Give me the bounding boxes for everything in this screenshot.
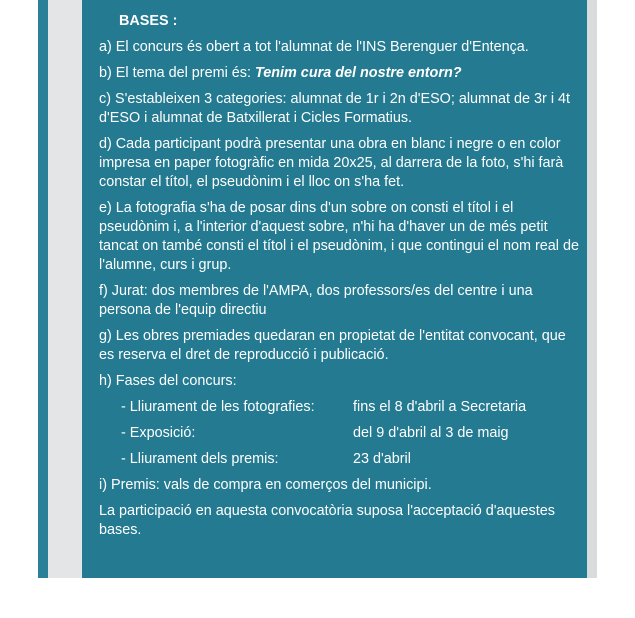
rule-i: i) Premis: vals de compra en comerços del municipi. <box>99 477 432 493</box>
contest-theme: Tenim cura del nostre entorn? <box>254 65 462 81</box>
closing-note: La participació en aquesta convocatòria suposa l'acceptació d'aquestes bases. <box>99 503 555 538</box>
phase-label: - Lliurament de les fotografies: <box>121 399 315 415</box>
rule-g: g) Les obres premiades quedaran en propietat de l'entitat convocant, que es reserva el dret de reproducció i publicació. <box>99 328 566 363</box>
bases-panel <box>82 0 587 578</box>
rule-a: a) El concurs és obert a tot l'alumnat de l'INS Berenguer d'Entença. <box>99 39 529 55</box>
phase-row <box>99 450 581 469</box>
phase-row <box>99 398 581 417</box>
left-margin-band <box>48 0 82 578</box>
phase-label: - Lliurament dels premis: <box>121 451 279 467</box>
rule-b <box>99 64 581 83</box>
phase-value: 23 d'abril <box>353 451 411 467</box>
phase-value: del 9 d'abril al 3 de maig <box>353 425 509 441</box>
rule-d: d) Cada participant podrà presentar una obra en blanc i negre o en color impresa en paper fotogràfic en mida 20x25, al darrera de la foto, s'hi farà constar el títol, el pseudònim i el lloc on s'ha fet. <box>99 136 564 190</box>
right-margin-band <box>587 0 597 578</box>
rule-b-text: b) El tema del premi és: <box>99 65 255 81</box>
phase-value: fins el 8 d'abril a Secretaria <box>353 399 527 415</box>
phase-row <box>99 424 581 443</box>
left-accent-stripe <box>38 0 48 578</box>
phase-label: - Exposició: <box>121 425 196 441</box>
rule-h: h) Fases del concurs: <box>99 373 237 389</box>
section-title: BASES : <box>119 13 178 29</box>
rule-f: f) Jurat: dos membres de l'AMPA, dos professors/es del centre i una persona de l'equip directiu <box>99 283 533 318</box>
rule-e: e) La fotografia s'ha de posar dins d'un sobre on consti el títol i el pseudònim i, a l'interior d'aquest sobre, n'hi ha d'haver un de més petit tancat on també consti el títol i el pseudònim, i que contingui el nom real de l'alumne, curs i grup. <box>99 200 579 273</box>
rule-c: c) S'estableixen 3 categories: alumnat de 1r i 2n d'ESO; alumnat de 3r i 4t d'ESO i alumnat de Batxillerat i Cicles Formatius. <box>99 91 571 126</box>
